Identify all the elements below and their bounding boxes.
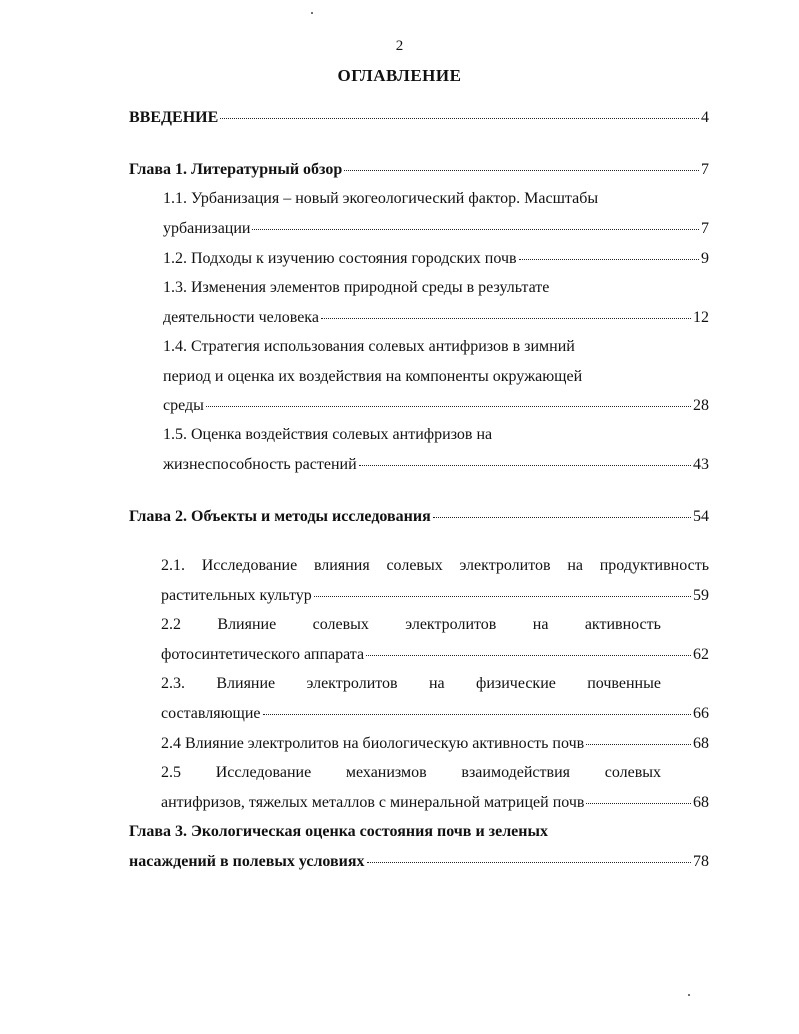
page-title: ОГЛАВЛЕНИЕ — [337, 66, 462, 85]
toc-entry-2-1-line1 — [161, 556, 709, 576]
toc-entry-2-3[interactable] — [161, 704, 709, 724]
word: механизмов — [345, 764, 427, 781]
toc-entry-chapter-3[interactable] — [129, 852, 709, 872]
toc-entry-1-3[interactable] — [163, 308, 709, 328]
toc-entry-label: насаждений в полевых условиях — [129, 853, 365, 870]
toc-entry-2-5-line1 — [161, 763, 661, 783]
toc-entry-label: урбанизации — [163, 220, 251, 237]
toc-page-number: 43 — [693, 456, 709, 473]
word: 2.1. — [161, 557, 185, 574]
toc-entry-label: ВВЕДЕНИЕ — [129, 109, 219, 126]
toc-entry-label: Глава 2. Объекты и методы исследования — [129, 508, 431, 525]
toc-entry-intro[interactable] — [129, 108, 709, 128]
word: взаимодействия — [461, 764, 570, 781]
dot-leader — [206, 406, 691, 407]
toc-entry-chapter-2[interactable] — [129, 507, 709, 527]
toc-entry-1-2[interactable] — [163, 249, 709, 269]
dot-leader — [366, 655, 691, 656]
word: влияния — [313, 557, 370, 574]
toc-entry-2-3-line1 — [161, 674, 661, 694]
toc-entry-label: антифризов, тяжелых металлов с минеральной матрицей почв — [161, 794, 585, 811]
toc-page-number: 12 — [693, 309, 709, 326]
toc-page-number: 66 — [693, 705, 709, 722]
word: солевых — [386, 557, 443, 574]
toc-entry-1-4-line2: период и оценка их воздействия на компоненты окружающей — [163, 368, 583, 385]
word: солевых — [604, 764, 661, 781]
toc-entry-label: фотосинтетического аппарата — [161, 646, 365, 663]
toc-page-number: 54 — [693, 508, 709, 525]
toc-entry-chapter-1[interactable] — [129, 160, 709, 180]
dot-leader — [586, 744, 691, 745]
word: 2.2 — [161, 616, 181, 633]
toc-page-number: 28 — [693, 397, 709, 414]
word: электролитов — [306, 675, 398, 692]
dot-leader — [252, 229, 699, 230]
toc-entry-chapter-3-line1: Глава 3. Экологическая оценка состояния почв и зеленых — [129, 823, 548, 840]
toc-entry-2-1[interactable] — [161, 586, 709, 606]
toc-entry-1-1[interactable] — [163, 219, 709, 239]
toc-entry-1-4[interactable] — [163, 396, 709, 416]
word: продуктивность — [599, 557, 709, 574]
word: на — [428, 675, 445, 692]
dot-leader — [263, 714, 691, 715]
dot-leader — [433, 517, 691, 518]
toc-page-number: 4 — [701, 109, 709, 126]
toc-entry-1-5[interactable] — [163, 455, 709, 475]
word: на — [532, 616, 549, 633]
toc-page-number: 7 — [701, 220, 709, 237]
toc-page-number: 62 — [693, 646, 709, 663]
toc-entry-label: среды — [163, 397, 204, 414]
word: на — [567, 557, 583, 574]
scan-speck — [688, 994, 690, 996]
word: 2.5 — [161, 764, 181, 781]
toc-entry-2-5[interactable] — [161, 793, 709, 813]
dot-leader — [314, 596, 691, 597]
toc-entry-2-2-line1 — [161, 615, 661, 635]
word: Исследование — [201, 557, 298, 574]
dot-leader — [220, 118, 699, 119]
dot-leader — [344, 170, 699, 171]
toc-entry-2-2[interactable] — [161, 645, 709, 665]
toc-entry-label: деятельности человека — [163, 309, 319, 326]
dot-leader — [586, 803, 691, 804]
word: Влияние — [217, 616, 277, 633]
toc-entry-label: Глава 1. Литературный обзор — [129, 161, 343, 178]
toc-page-number: 68 — [693, 735, 709, 752]
dot-leader — [519, 259, 699, 260]
word: Влияние — [216, 675, 276, 692]
toc-entry-1-5-line1: 1.5. Оценка воздействия солевых антифризов на — [163, 426, 493, 443]
word: активность — [584, 616, 661, 633]
word: 2.3. — [161, 675, 185, 692]
toc-page-number: 68 — [693, 794, 709, 811]
toc-page-number: 9 — [701, 250, 709, 267]
toc-entry-label: 1.2. Подходы к изучению состояния городских почв — [163, 250, 517, 267]
dot-leader — [367, 862, 691, 863]
toc-page-number: 7 — [701, 161, 709, 178]
toc-page-number: 78 — [693, 853, 709, 870]
page-number: 2 — [395, 38, 404, 54]
word: электролитов — [459, 557, 551, 574]
toc-entry-label: жизнеспособность растений — [163, 456, 357, 473]
dot-leader — [321, 318, 691, 319]
word: солевых — [312, 616, 369, 633]
toc-entry-label: составляющие — [161, 705, 261, 722]
toc-entry-1-3-line1: 1.3. Изменения элементов природной среды в результате — [163, 279, 550, 296]
toc-entry-1-4-line1: 1.4. Стратегия использования солевых антифризов в зимний — [163, 338, 575, 355]
toc-entry-2-4[interactable] — [161, 734, 709, 754]
toc-entry-label: растительных культур — [161, 587, 312, 604]
word: электролитов — [405, 616, 497, 633]
toc-entry-label: 2.4 Влияние электролитов на биологическую активность почв — [161, 735, 585, 752]
toc-page-number: 59 — [693, 587, 709, 604]
dot-leader — [359, 465, 691, 466]
scan-speck — [311, 12, 313, 14]
word: почвенные — [587, 675, 661, 692]
toc-entry-1-1-line1: 1.1. Урбанизация – новый экогеологический фактор. Масштабы — [163, 190, 599, 207]
word: физические — [475, 675, 556, 692]
word: Исследование — [215, 764, 312, 781]
